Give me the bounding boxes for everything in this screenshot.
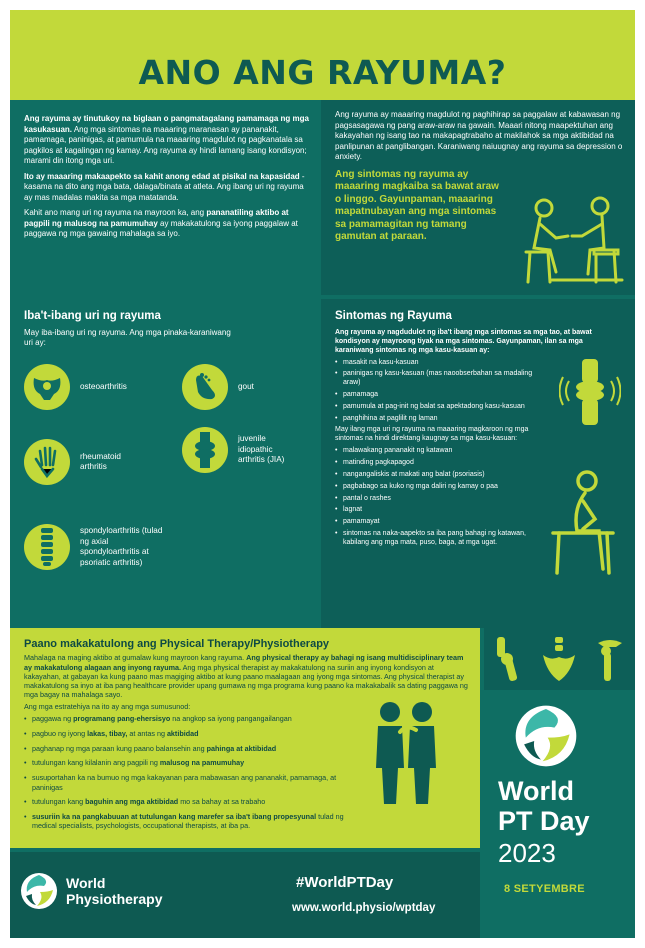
brand-line-1: World bbox=[66, 875, 106, 891]
globe-logo-icon bbox=[20, 872, 58, 910]
list-item: • sintomas na naka-aapekto sa iba pang bahagi ng katawan, kabilang ang mga mata, puso, baga, at mga ugat. bbox=[335, 529, 535, 547]
list-item: • pagbabago sa kuko ng mga daliri ng kamay o paa bbox=[335, 482, 535, 491]
types-panel bbox=[10, 299, 317, 628]
symptoms-panel bbox=[321, 299, 635, 628]
item-text: mo sa bahay at sa trabaho bbox=[178, 797, 266, 807]
list-item bbox=[24, 812, 354, 831]
intro-p2-bold: Ito ay maaaring makaapekto sa kahit anong edad at pisikal na kapasidad bbox=[24, 171, 300, 181]
poster bbox=[10, 10, 635, 938]
physio-intro-a: Mahalaga na maging aktibo at gumalaw kung mayroon kang rayuma. bbox=[24, 653, 247, 663]
knee-icon bbox=[493, 637, 523, 681]
item-bold: baguhin ang mga aktibidad bbox=[85, 797, 179, 807]
list-item bbox=[24, 714, 354, 723]
item-text: paggawa ng bbox=[32, 714, 74, 724]
physio-strategies-list bbox=[24, 714, 354, 831]
list-item bbox=[24, 797, 354, 806]
hashtag: #WorldPTDay bbox=[296, 874, 394, 891]
event-title-line-1: World bbox=[498, 776, 574, 806]
item-text: na angkop sa iyong pangangailangan bbox=[170, 714, 292, 724]
joint-icons-strip bbox=[484, 628, 635, 690]
list-item bbox=[24, 744, 354, 753]
title-banner bbox=[10, 10, 635, 100]
list-item: • pantal o rashes bbox=[335, 494, 535, 503]
brand-line-2: Physiotherapy bbox=[66, 891, 163, 907]
item-text: susuportahan ka na bumuo ng mga kakayanan para mabawasan ang pananakit, pamamaga, at paninigas bbox=[32, 773, 337, 792]
intro-p3-bold: pananatiling aktibo at pagpili ng malusog na pamumuhay bbox=[24, 208, 289, 228]
type-item-gout bbox=[182, 364, 254, 410]
intro-paragraph-2 bbox=[24, 172, 309, 204]
impact-text: Ang rayuma ay maaaring magdulot ng paghihirap sa paggalaw at kabawasan ng pagsasagawa ng pang araw-araw na gawain. Maaari nitong maapektuhan ang kakayahan ng isang tao na makapagtrabaho at makilahok sa mga aktibidad na panlipunan at panglibangan. Karaniwang naiuugnay ang rayuma sa depression o anxiety. bbox=[335, 110, 623, 161]
types-title: Iba't-ibang uri ng rayuma bbox=[24, 310, 161, 322]
intro-p3-start: Kahit ano mang uri ng rayuma na mayroon ka, ang bbox=[24, 208, 207, 217]
list-item: • pamamayat bbox=[335, 517, 535, 526]
symptoms-title: Sintomas ng Rayuma bbox=[335, 310, 452, 322]
symptoms-intro: Ang rayuma ay nagdudulot ng iba't ibang mga sintomas sa mga tao, at bawat kondisyon ay mayroong tiyak na mga sintomas. Gayunpaman, ilan sa mga karaniwang sintomas ng mga kasu-kasuan ay: bbox=[335, 328, 592, 354]
list-item bbox=[24, 758, 354, 767]
seated-person-illustration bbox=[543, 469, 623, 579]
intro-p1-bold: Ang rayuma ay tinutukoy na biglaan o pangmatagalang pamamaga ng mga kasukasuan. bbox=[24, 114, 309, 134]
list-item: • pamamaga bbox=[335, 390, 535, 399]
list-item bbox=[24, 729, 354, 738]
type-item-jia bbox=[182, 427, 298, 473]
page-title: ANO ANG RAYUMA? bbox=[138, 53, 507, 92]
physio-intro bbox=[24, 653, 470, 699]
pelvis-spine-icon bbox=[541, 637, 577, 681]
type-label: juvenile idiopathic arthritis (JIA) bbox=[238, 434, 285, 465]
type-label: spondyloarthritis (tulad ng axial spondyloarthritis at psoriatic arthritis) bbox=[80, 526, 163, 567]
event-title-line-2: PT Day bbox=[498, 806, 590, 836]
website-link[interactable]: www.world.physio/wptday bbox=[292, 902, 436, 914]
item-bold: malusog na pamumuhay bbox=[159, 758, 245, 768]
event-year: 2023 bbox=[498, 838, 556, 868]
list-item: • lagnat bbox=[335, 505, 535, 514]
list-item: • masakit na kasu-kasuan bbox=[335, 358, 535, 367]
type-item-spondyloarthritis bbox=[24, 524, 168, 570]
item-text: tulad ng medical specialists, psychologists, occupational therapists, at iba pa. bbox=[32, 812, 344, 831]
physio-intro-c: Ang mga physical therapist ay makakatulong na suriin ang inyong kondisyon at kakayahan, at gabayan ka kung paano mas magiging aktibo at kung paano maalagaan ang iyong mga sintomas. Ang physical therapist ay makakatulong sa inyo at iba pang healthcare provider upang gumawa ng mga programa kung paano ka makakabalik sa dating paggawa ng mga bagay na mahalaga sayo. bbox=[24, 662, 468, 700]
world-pt-day-logo-icon bbox=[514, 704, 578, 768]
brand-name bbox=[66, 875, 162, 907]
joint-symptoms-list bbox=[335, 358, 535, 423]
physio-panel bbox=[10, 628, 480, 848]
list-item: • matinding pagkapagod bbox=[335, 458, 535, 467]
intro-p1-rest: Ang mga sintomas na maaaring maranasan ay pananakit, pamamaga, paninigas, at pamumula na maaaring magdulot ng pagkanatala sa pagkilos at kagalingan ng kamay. Ang rayuma ay hindi lamang isang kondisyon; marami din itong mga uri. bbox=[24, 124, 307, 165]
type-label: osteoarthritis bbox=[80, 381, 127, 391]
list-item: • nangangaliskis at makati ang balat (psoriasis) bbox=[335, 470, 535, 479]
world-physio-logo[interactable] bbox=[20, 872, 162, 910]
intro-p3-end: ay makakatulong sa iyong paggalaw at paggawa ng mga gawaing mahalaga sa iyo. bbox=[24, 218, 298, 238]
foot-icon bbox=[182, 364, 228, 410]
impact-highlight: Ang sintomas ng rayuma ay maaaring magkaiba sa bawat araw o linggo. Gayunpaman, maaaring mapatnubayan ang mga sintomas sa pamamagitan ng tamang gamutan at paraan. bbox=[335, 168, 499, 242]
item-text: tutulungan kang kilalanin ang pagpili ng bbox=[32, 758, 160, 768]
types-intro: May iba-ibang uri ng rayuma. Ang mga pinaka-karaniwang uri ay: bbox=[24, 327, 231, 347]
item-bold: pahinga at aktibidad bbox=[206, 743, 277, 753]
spine-icon bbox=[24, 524, 70, 570]
event-date: 8 SETYEMBRE bbox=[504, 883, 585, 895]
intro-p2-rest: - kasama na dito ang mga bata, dalaga/binata at atleta. Ang ibang uri ng rayuma ay mas madalas makita sa mga matatanda. bbox=[24, 171, 305, 202]
therapist-illustration bbox=[516, 192, 626, 290]
intro-paragraph-3 bbox=[24, 208, 309, 240]
event-panel bbox=[484, 628, 635, 938]
symptoms-middle: May ilang mga uri ng rayuma na maaaring magkaroon ng mga sintomas na hindi direktang kaugnay sa mga kasu-kasuan: bbox=[335, 426, 529, 443]
two-people-illustration bbox=[360, 698, 450, 808]
intro-panel bbox=[10, 100, 317, 295]
item-bold: aktibidad bbox=[166, 728, 199, 738]
physio-intro-b: Ang physical therapy ay bahagi ng isang multidisciplinary team ay makakatulong alagaan ang inyong rayuma. bbox=[24, 653, 464, 672]
item-bold: susuriin ka na pangkabuuan at tutulungan kang marefer sa iba't ibang propesyunal bbox=[32, 812, 317, 822]
item-bold: lakas, tibay, bbox=[87, 728, 128, 738]
knee-pain-icon bbox=[559, 359, 621, 425]
type-item-rheumatoid bbox=[24, 439, 150, 485]
type-label: rheumatoid arthritis bbox=[80, 451, 121, 471]
hand-bones-icon bbox=[24, 439, 70, 485]
physio-intro-d: Ang mga estratehiya na ito ay ang mga sumusunod: bbox=[24, 701, 191, 711]
item-bold: programang pang-ehersisyo bbox=[73, 714, 171, 724]
list-item bbox=[24, 773, 354, 792]
list-item: • pamumula at pag-init ng balat sa apektadong kasu-kasuan bbox=[335, 402, 535, 411]
impact-panel bbox=[321, 100, 635, 295]
list-item: • malawakang pananakit ng katawan bbox=[335, 446, 535, 455]
item-text: tutulungan kang bbox=[32, 797, 86, 807]
event-title bbox=[498, 776, 590, 836]
type-item-osteoarthritis bbox=[24, 364, 127, 410]
physio-title: Paano makakatulong ang Physical Therapy/Physiotherapy bbox=[24, 638, 330, 650]
footer-bar bbox=[10, 852, 480, 938]
list-item: • paninigas ng kasu-kasuan (mas naoobserbahan sa madaling araw) bbox=[335, 369, 535, 387]
item-text: paghanap ng mga paraan kung paano balansehin ang bbox=[32, 743, 207, 753]
type-label: gout bbox=[238, 381, 254, 391]
knee-joint-icon bbox=[182, 427, 228, 473]
pelvis-icon bbox=[24, 364, 70, 410]
shoulder-icon bbox=[596, 637, 626, 681]
intro-paragraph-1 bbox=[24, 114, 309, 167]
item-text: at antas ng bbox=[127, 728, 167, 738]
other-symptoms-list bbox=[335, 446, 535, 547]
item-text: pagbuo ng iyong bbox=[32, 728, 88, 738]
list-item: • panghihina at paglilit ng laman bbox=[335, 414, 535, 423]
